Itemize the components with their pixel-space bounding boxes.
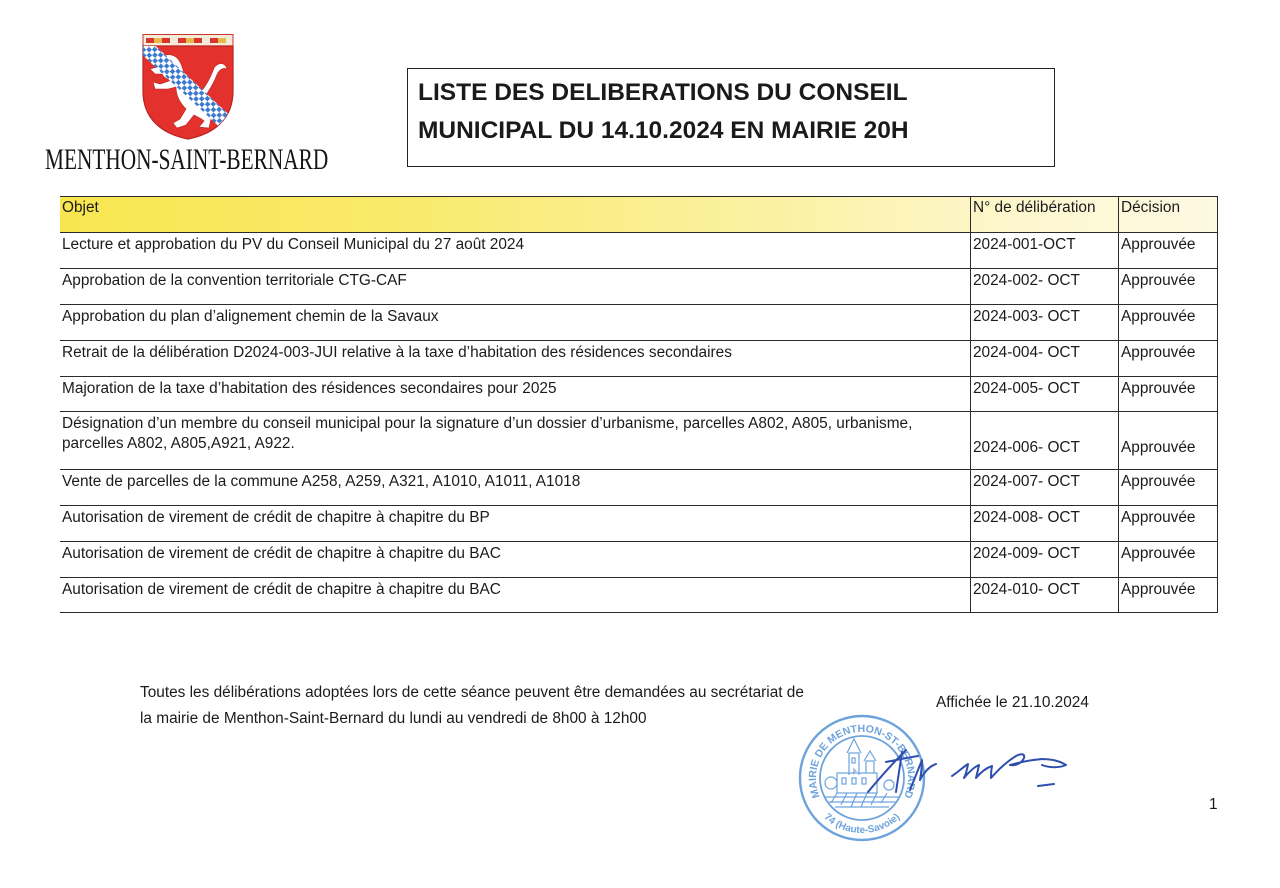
cell-numero: 2024-003- OCT: [970, 305, 1118, 340]
cell-numero: 2024-004- OCT: [970, 341, 1118, 376]
cell-objet: Lecture et approbation du PV du Conseil Municipal du 27 août 2024: [62, 236, 525, 253]
cell-numero: 2024-007- OCT: [970, 470, 1118, 505]
cell-objet: Vente de parcelles de la commune A258, A259, A321, A1010, A1011, A1018: [62, 473, 581, 490]
cell-decision: Approuvée: [1118, 233, 1218, 268]
cell-decision: Approuvée: [1118, 305, 1218, 340]
header-cell-numero: N° de délibération: [970, 197, 1118, 232]
stamp-bottom-text: 74 (Haute-Savoie): [821, 811, 903, 837]
table-row: [60, 411, 1218, 469]
deliberations-table: [60, 196, 1218, 613]
commune-name: MENTHON-SAINT-BERNARD: [45, 143, 329, 176]
cell-objet: Approbation de la convention territoriale CTG-CAF: [62, 272, 407, 289]
cell-objet: Autorisation de virement de crédit de chapitre à chapitre du BAC: [62, 545, 501, 562]
cell-objet: Autorisation de virement de crédit de chapitre à chapitre du BP: [62, 509, 490, 526]
cell-decision: Approuvée: [1118, 412, 1218, 469]
cell-numero: 2024-010- OCT: [970, 578, 1118, 612]
footer-note: [140, 680, 804, 732]
footer-note-line: Toutes les délibérations adoptées lors de cette séance peuvent être demandées au secrétariat de: [140, 684, 804, 701]
cell-decision: Approuvée: [1118, 542, 1218, 577]
cell-numero: 2024-008- OCT: [970, 506, 1118, 541]
cell-decision: Approuvée: [1118, 269, 1218, 304]
cell-numero: 2024-005- OCT: [970, 377, 1118, 411]
cell-decision: Approuvée: [1118, 470, 1218, 505]
table-row: [60, 304, 1218, 340]
table-header-row: [60, 196, 1218, 232]
cell-numero: 2024-009- OCT: [970, 542, 1118, 577]
posted-date: Affichée le 21.10.2024: [936, 694, 1089, 711]
table-row: [60, 505, 1218, 541]
cell-objet: Désignation d’un membre du conseil municipal pour la signature d’un dossier d’urbanisme, parcelles A802, A805, urbanisme, parcelles A802, A805,A921, A922.: [62, 415, 913, 452]
cell-objet: Autorisation de virement de crédit de chapitre à chapitre du BAC: [62, 581, 501, 598]
header-cell-objet: Objet: [62, 199, 99, 216]
shield-chief: [143, 35, 233, 47]
table-row: [60, 268, 1218, 304]
cell-numero: 2024-006- OCT: [970, 412, 1118, 469]
table-row: [60, 541, 1218, 577]
signature-dash: [1038, 784, 1054, 786]
stamp-ring-text: MAIRIE DE MENTHON-ST-BERNARD: [806, 722, 918, 800]
title-box: [407, 68, 1055, 167]
title-line-2: MUNICIPAL DU 14.10.2024 EN MAIRIE 20H: [418, 117, 909, 144]
footer-note-line: la mairie de Menthon-Saint-Bernard du lundi au vendredi de 8h00 à 12h00: [140, 710, 647, 727]
table-row: [60, 232, 1218, 268]
cell-objet: Retrait de la délibération D2024-003-JUI relative à la taxe d’habitation des résidences secondaires: [62, 344, 732, 361]
title-line-1: LISTE DES DELIBERATIONS DU CONSEIL: [418, 79, 908, 106]
signature: [852, 734, 1092, 796]
signature-stroke: [868, 750, 1066, 792]
cell-numero: 2024-002- OCT: [970, 269, 1118, 304]
table-row: [60, 469, 1218, 505]
table-row: [60, 577, 1218, 613]
table-row: [60, 340, 1218, 376]
cell-objet: Approbation du plan d’alignement chemin de la Savaux: [62, 308, 439, 325]
cell-numero: 2024-001-OCT: [970, 233, 1118, 268]
coat-of-arms-icon: [140, 33, 236, 141]
cell-decision: Approuvée: [1118, 377, 1218, 411]
cell-decision: Approuvée: [1118, 578, 1218, 612]
cell-decision: Approuvée: [1118, 506, 1218, 541]
cell-decision: Approuvée: [1118, 341, 1218, 376]
page-number: 1: [1209, 796, 1218, 813]
cell-objet: Majoration de la taxe d’habitation des résidences secondaires pour 2025: [62, 380, 557, 397]
table-row: [60, 376, 1218, 411]
header-cell-decision: Décision: [1118, 197, 1218, 232]
